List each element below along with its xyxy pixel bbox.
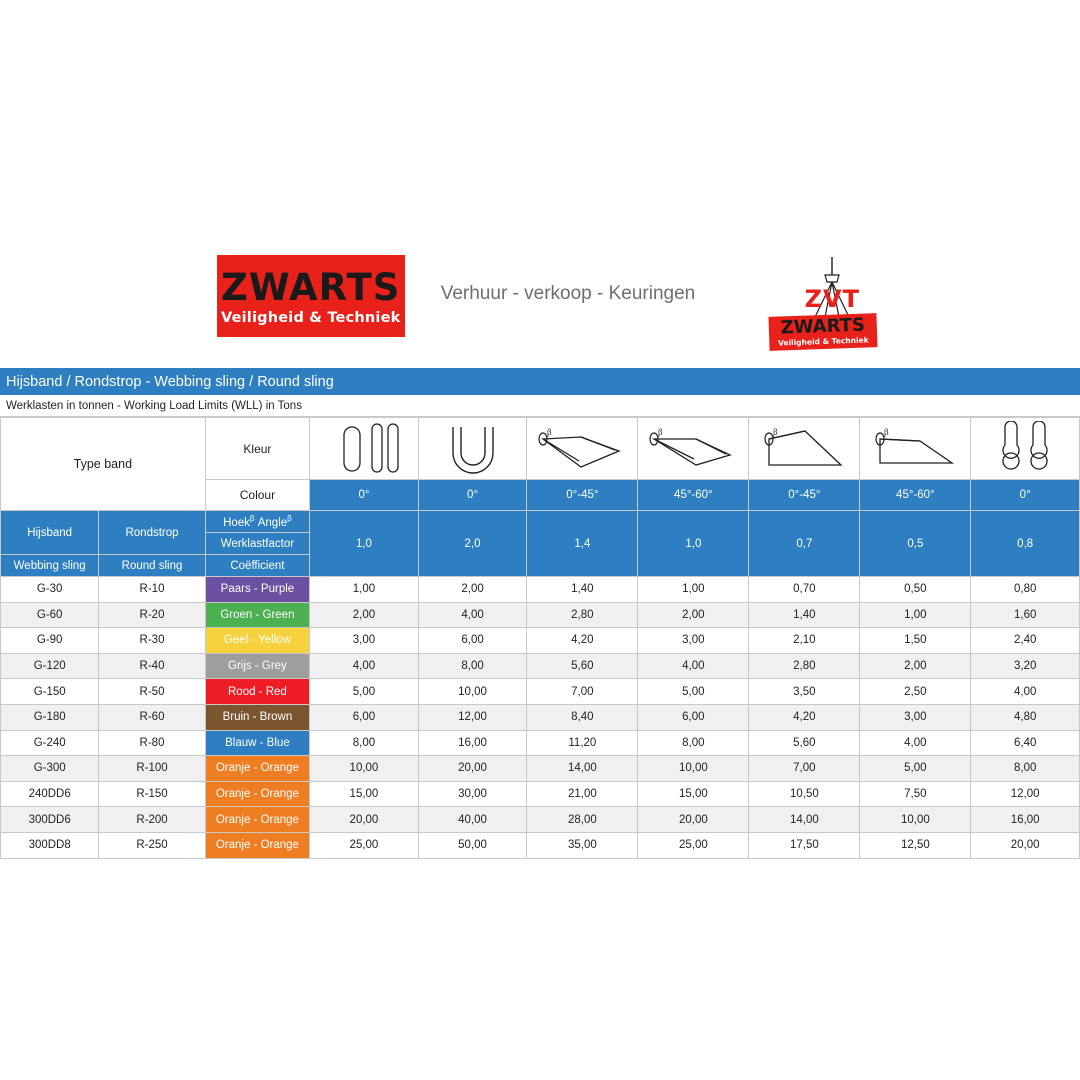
row-value-6: 20,00	[971, 832, 1080, 858]
factor-value-5: 0,5	[860, 511, 971, 577]
row-value-1: 16,00	[418, 730, 527, 756]
pictogram-row	[1, 418, 1080, 480]
row-band: G-150	[1, 679, 99, 705]
angle-value-1: 0°	[418, 480, 527, 511]
row-band: G-180	[1, 704, 99, 730]
row-round: R-100	[99, 756, 205, 782]
row-value-2: 8,40	[527, 704, 638, 730]
mark-logo-box	[769, 313, 878, 351]
basket-sling-0-45-icon	[749, 421, 859, 477]
type-band-header: Type band	[1, 418, 206, 511]
row-value-5: 12,50	[860, 832, 971, 858]
row-value-4: 7,00	[749, 756, 860, 782]
row-colour: Oranje - Orange	[205, 832, 309, 858]
row-band: 300DD6	[1, 807, 99, 833]
row-value-4: 1,40	[749, 602, 860, 628]
row-value-0: 15,00	[310, 781, 419, 807]
row-value-4: 0,70	[749, 577, 860, 603]
angle-header-cell	[205, 511, 309, 533]
factor-value-4: 0,7	[749, 511, 860, 577]
row-value-5: 7,50	[860, 781, 971, 807]
row-colour: Oranje - Orange	[205, 756, 309, 782]
row-value-0: 6,00	[310, 704, 419, 730]
table-row	[1, 756, 1080, 782]
row-value-4: 10,50	[749, 781, 860, 807]
angle-value-4: 0°-45°	[749, 480, 860, 511]
row-round: R-10	[99, 577, 205, 603]
row-value-0: 4,00	[310, 653, 419, 679]
row-round: R-40	[99, 653, 205, 679]
two-leg-sling-0-45-icon	[527, 421, 637, 477]
row-value-5: 10,00	[860, 807, 971, 833]
table-row	[1, 730, 1080, 756]
row-value-5: 0,50	[860, 577, 971, 603]
row-value-0: 25,00	[310, 832, 419, 858]
pictogram-choked-u-sling-cell	[418, 418, 527, 480]
row-value-3: 8,00	[638, 730, 749, 756]
hoek-sup: β	[249, 514, 255, 524]
hoek-label: Hoek	[223, 516, 250, 529]
row-value-4: 2,10	[749, 628, 860, 654]
hijsband-header	[1, 511, 99, 555]
pictogram-double-choke-cell	[971, 418, 1080, 480]
row-colour: Rood - Red	[205, 679, 309, 705]
row-value-2: 1,40	[527, 577, 638, 603]
row-value-6: 1,60	[971, 602, 1080, 628]
row-value-0: 1,00	[310, 577, 419, 603]
logo-subtitle: Veiligheid & Techniek	[220, 309, 401, 326]
row-value-3: 25,00	[638, 832, 749, 858]
angle-value-2: 0°-45°	[527, 480, 638, 511]
row-value-3: 6,00	[638, 704, 749, 730]
row-round: R-30	[99, 628, 205, 654]
row-colour: Oranje - Orange	[205, 781, 309, 807]
factor-value-6: 0,8	[971, 511, 1080, 577]
angle-value-3: 45°-60°	[638, 480, 749, 511]
two-leg-sling-45-60-icon	[638, 421, 748, 477]
row-round: R-20	[99, 602, 205, 628]
row-value-6: 4,80	[971, 704, 1080, 730]
row-value-3: 5,00	[638, 679, 749, 705]
row-value-1: 40,00	[418, 807, 527, 833]
table-row	[1, 704, 1080, 730]
row-value-1: 8,00	[418, 653, 527, 679]
row-value-3: 2,00	[638, 602, 749, 628]
row-value-5: 2,50	[860, 679, 971, 705]
row-value-5: 5,00	[860, 756, 971, 782]
row-round: R-80	[99, 730, 205, 756]
svg-text:β: β	[547, 426, 552, 437]
angle-value-6: 0°	[971, 480, 1080, 511]
row-value-5: 4,00	[860, 730, 971, 756]
hoist-mark	[757, 255, 907, 365]
zwarts-logo	[217, 255, 405, 337]
row-value-6: 12,00	[971, 781, 1080, 807]
row-value-4: 4,20	[749, 704, 860, 730]
kleur-header: Kleur	[205, 418, 309, 480]
row-band: 300DD8	[1, 832, 99, 858]
factor-value-1: 2,0	[418, 511, 527, 577]
logo-wordmark: ZWARTS	[221, 265, 401, 309]
mark-subtitle: Veiligheid & Techniek	[778, 335, 870, 348]
row-colour: Paars - Purple	[205, 577, 309, 603]
webbing-sling-header: Webbing sling	[1, 555, 99, 577]
row-value-0: 8,00	[310, 730, 419, 756]
hijsband-label: Hijsband	[27, 526, 73, 539]
row-value-2: 5,60	[527, 653, 638, 679]
row-value-6: 0,80	[971, 577, 1080, 603]
double-choke-sling-icon	[975, 421, 1075, 477]
angle-sup: β	[287, 514, 292, 524]
row-band: G-30	[1, 577, 99, 603]
rondstrop-label: Rondstrop	[125, 526, 179, 539]
row-value-0: 10,00	[310, 756, 419, 782]
row-value-6: 16,00	[971, 807, 1080, 833]
row-band: G-60	[1, 602, 99, 628]
rondstrop-header	[99, 511, 205, 555]
tagline: Verhuur - verkoop - Keuringen	[440, 283, 696, 304]
row-value-5: 1,00	[860, 602, 971, 628]
row-value-2: 28,00	[527, 807, 638, 833]
angle-header-row	[1, 511, 1080, 533]
row-value-3: 10,00	[638, 756, 749, 782]
row-value-1: 10,00	[418, 679, 527, 705]
row-value-6: 2,40	[971, 628, 1080, 654]
row-value-5: 3,00	[860, 704, 971, 730]
row-value-6: 3,20	[971, 653, 1080, 679]
row-value-2: 2,80	[527, 602, 638, 628]
row-value-5: 1,50	[860, 628, 971, 654]
factor-value-3: 1,0	[638, 511, 749, 577]
row-value-1: 30,00	[418, 781, 527, 807]
row-value-3: 3,00	[638, 628, 749, 654]
row-round: R-250	[99, 832, 205, 858]
row-value-1: 2,00	[418, 577, 527, 603]
choked-u-sling-icon	[423, 421, 523, 477]
row-value-3: 4,00	[638, 653, 749, 679]
pictogram-two-leg-45-60-cell	[638, 418, 749, 480]
row-round: R-50	[99, 679, 205, 705]
row-value-4: 17,50	[749, 832, 860, 858]
angle-value-0: 0°	[310, 480, 419, 511]
row-colour: Groen - Green	[205, 602, 309, 628]
factor-value-2: 1,4	[527, 511, 638, 577]
svg-text:β: β	[884, 426, 889, 437]
row-band: G-120	[1, 653, 99, 679]
row-band: G-240	[1, 730, 99, 756]
row-value-4: 5,60	[749, 730, 860, 756]
row-value-1: 50,00	[418, 832, 527, 858]
table-row	[1, 781, 1080, 807]
mark-wordmark: ZWARTS	[780, 314, 866, 339]
angle-label: Angle	[257, 516, 288, 529]
row-colour: Bruin - Brown	[205, 704, 309, 730]
pictogram-two-leg-0-45-cell	[527, 418, 638, 480]
factor-value-0: 1,0	[310, 511, 419, 577]
row-value-6: 4,00	[971, 679, 1080, 705]
straight-sling-icon	[314, 421, 414, 477]
pictogram-basket-0-45-cell	[749, 418, 860, 480]
page-subtitle: Werklasten in tonnen - Working Load Limits (WLL) in Tons	[0, 395, 1080, 417]
row-round: R-200	[99, 807, 205, 833]
row-colour: Blauw - Blue	[205, 730, 309, 756]
svg-text:β: β	[658, 426, 663, 437]
mark-initials: ZVT	[804, 285, 860, 313]
row-value-2: 7,00	[527, 679, 638, 705]
table-row	[1, 679, 1080, 705]
page-title: Hijsband / Rondstrop - Webbing sling / Round sling	[0, 368, 1080, 395]
row-round: R-60	[99, 704, 205, 730]
brand-header	[0, 255, 1080, 365]
row-round: R-150	[99, 781, 205, 807]
svg-text:β: β	[773, 426, 778, 437]
row-value-5: 2,00	[860, 653, 971, 679]
row-value-2: 35,00	[527, 832, 638, 858]
row-value-3: 15,00	[638, 781, 749, 807]
row-value-6: 6,40	[971, 730, 1080, 756]
row-value-4: 14,00	[749, 807, 860, 833]
row-value-4: 2,80	[749, 653, 860, 679]
row-value-6: 8,00	[971, 756, 1080, 782]
table-row	[1, 807, 1080, 833]
pictogram-basket-45-60-cell	[860, 418, 971, 480]
row-value-4: 3,50	[749, 679, 860, 705]
row-value-1: 20,00	[418, 756, 527, 782]
row-value-0: 3,00	[310, 628, 419, 654]
row-value-1: 6,00	[418, 628, 527, 654]
round-sling-header: Round sling	[99, 555, 205, 577]
table-row	[1, 653, 1080, 679]
row-band: G-90	[1, 628, 99, 654]
row-value-0: 20,00	[310, 807, 419, 833]
row-value-1: 12,00	[418, 704, 527, 730]
row-value-3: 1,00	[638, 577, 749, 603]
table-row	[1, 602, 1080, 628]
basket-sling-45-60-icon	[860, 421, 970, 477]
row-colour: Grijs - Grey	[205, 653, 309, 679]
row-band: G-300	[1, 756, 99, 782]
row-colour: Geel - Yellow	[205, 628, 309, 654]
table-row	[1, 628, 1080, 654]
row-colour: Oranje - Orange	[205, 807, 309, 833]
table-row	[1, 577, 1080, 603]
row-value-1: 4,00	[418, 602, 527, 628]
werklastfactor-label: Werklastfactor	[205, 533, 309, 555]
coefficient-label: Coëfficient	[205, 555, 309, 577]
wll-table	[0, 417, 1080, 859]
row-value-2: 21,00	[527, 781, 638, 807]
row-value-2: 4,20	[527, 628, 638, 654]
pictogram-straight-sling-cell	[310, 418, 419, 480]
row-value-3: 20,00	[638, 807, 749, 833]
row-band: 240DD6	[1, 781, 99, 807]
row-value-0: 2,00	[310, 602, 419, 628]
row-value-2: 11,20	[527, 730, 638, 756]
row-value-0: 5,00	[310, 679, 419, 705]
colour-header: Colour	[205, 480, 309, 511]
table-row	[1, 832, 1080, 858]
row-value-2: 14,00	[527, 756, 638, 782]
angle-value-5: 45°-60°	[860, 480, 971, 511]
